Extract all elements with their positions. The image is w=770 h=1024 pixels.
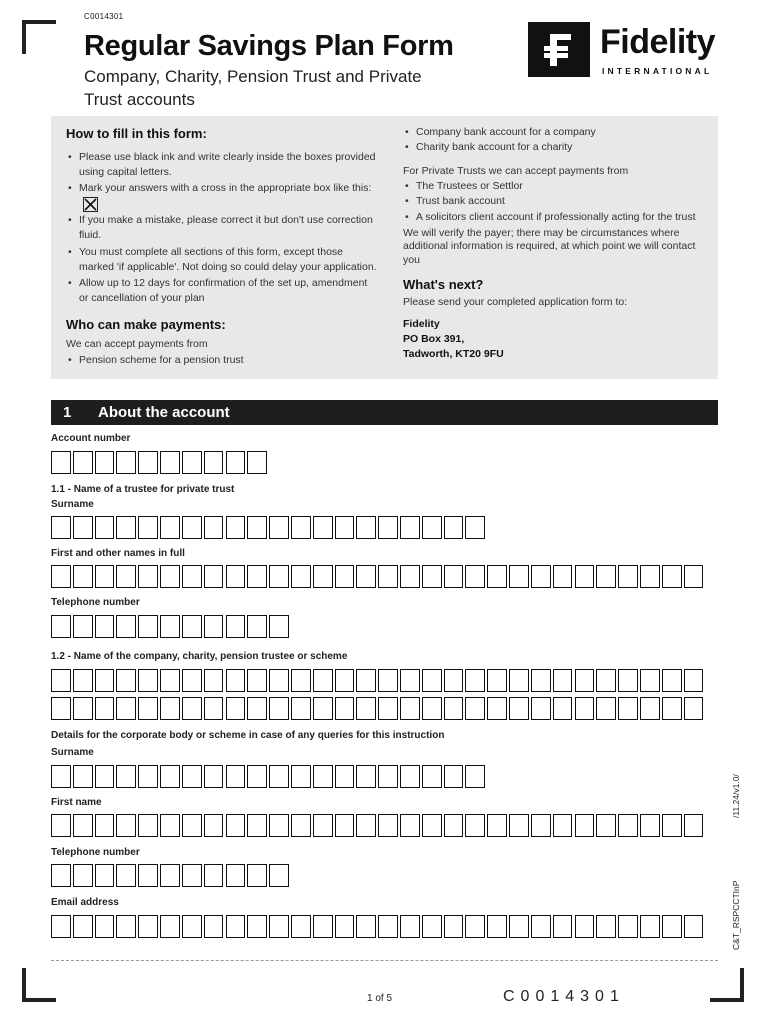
character-box[interactable] — [596, 915, 616, 938]
character-box[interactable] — [51, 516, 71, 539]
character-box[interactable] — [226, 451, 246, 474]
character-box[interactable] — [509, 814, 529, 837]
character-box[interactable] — [95, 565, 115, 588]
character-box[interactable] — [400, 697, 420, 720]
character-box[interactable] — [160, 864, 180, 887]
character-box[interactable] — [335, 915, 355, 938]
character-box[interactable] — [95, 669, 115, 692]
character-box[interactable] — [313, 697, 333, 720]
contact-surname-boxes[interactable] — [51, 765, 487, 788]
character-box[interactable] — [487, 814, 507, 837]
character-box[interactable] — [116, 697, 136, 720]
character-box[interactable] — [684, 915, 704, 938]
character-box[interactable] — [116, 814, 136, 837]
character-box[interactable] — [51, 697, 71, 720]
character-box[interactable] — [138, 615, 158, 638]
character-box[interactable] — [487, 565, 507, 588]
fidelity-f-logo-icon — [528, 22, 590, 77]
address-line: Tadworth, KT20 9FU — [403, 347, 504, 360]
how-to-fill-heading: How to fill in this form: — [66, 126, 207, 141]
character-box[interactable] — [335, 565, 355, 588]
character-box[interactable] — [335, 697, 355, 720]
character-box[interactable] — [378, 765, 398, 788]
character-box[interactable] — [422, 565, 442, 588]
verify-text: We will verify the payer; there may be circumstances where additional information is required, at which point we will contact you — [403, 226, 696, 266]
character-box[interactable] — [73, 697, 93, 720]
character-box[interactable] — [313, 814, 333, 837]
character-box[interactable] — [444, 697, 464, 720]
character-box[interactable] — [618, 565, 638, 588]
list-item: • You must complete all sections of this form, except those marked 'if applicable'. Not doing so could delay your application. — [66, 245, 378, 275]
character-box[interactable] — [73, 765, 93, 788]
character-box[interactable] — [51, 615, 71, 638]
character-box[interactable] — [226, 516, 246, 539]
logo-wordmark: Fidelity — [600, 23, 716, 61]
character-box[interactable] — [182, 615, 202, 638]
character-box[interactable] — [422, 516, 442, 539]
character-box[interactable] — [95, 615, 115, 638]
character-box[interactable] — [444, 565, 464, 588]
character-box[interactable] — [422, 669, 442, 692]
cross-example-icon — [83, 197, 98, 212]
character-box[interactable] — [95, 765, 115, 788]
character-box[interactable] — [73, 864, 93, 887]
character-box[interactable] — [160, 669, 180, 692]
character-box[interactable] — [313, 915, 333, 938]
character-box[interactable] — [269, 765, 289, 788]
character-box[interactable] — [640, 814, 660, 837]
character-box[interactable] — [182, 765, 202, 788]
character-box[interactable] — [596, 814, 616, 837]
character-box[interactable] — [291, 915, 311, 938]
character-box[interactable] — [291, 765, 311, 788]
character-box[interactable] — [465, 516, 485, 539]
character-box[interactable] — [662, 669, 682, 692]
character-box[interactable] — [356, 669, 376, 692]
page-title: Regular Savings Plan Form — [84, 30, 454, 62]
character-box[interactable] — [247, 915, 267, 938]
character-box[interactable] — [73, 814, 93, 837]
character-box[interactable] — [247, 765, 267, 788]
trustee-heading: 1.1 - Name of a trustee for private trust — [51, 484, 235, 495]
character-box[interactable] — [116, 765, 136, 788]
character-box[interactable] — [204, 864, 224, 887]
crop-mark-top-left-h — [22, 20, 56, 24]
character-box[interactable] — [553, 915, 573, 938]
character-box[interactable] — [182, 814, 202, 837]
page-number: 1 of 5 — [367, 993, 393, 1004]
address-line: Fidelity — [403, 317, 440, 330]
character-box[interactable] — [356, 814, 376, 837]
character-box[interactable] — [531, 565, 551, 588]
character-box[interactable] — [160, 451, 180, 474]
character-box[interactable] — [204, 451, 224, 474]
character-box[interactable] — [618, 814, 638, 837]
trustee-telephone-boxes[interactable] — [51, 615, 291, 638]
side-version-code: /11.24/v1.0/ — [731, 774, 741, 818]
section-header — [51, 400, 718, 425]
character-box[interactable] — [487, 669, 507, 692]
character-box[interactable] — [356, 565, 376, 588]
character-box[interactable] — [73, 516, 93, 539]
character-box[interactable] — [422, 697, 442, 720]
trustee-surname-boxes[interactable] — [51, 516, 487, 539]
character-box[interactable] — [553, 565, 573, 588]
account-number-label: Account number — [51, 433, 131, 444]
who-can-pay-intro: We can accept payments from — [66, 338, 208, 351]
character-box[interactable] — [182, 669, 202, 692]
character-box[interactable] — [444, 516, 464, 539]
character-box[interactable] — [465, 669, 485, 692]
character-box[interactable] — [269, 615, 289, 638]
character-box[interactable] — [444, 669, 464, 692]
character-box[interactable] — [553, 814, 573, 837]
character-box[interactable] — [138, 669, 158, 692]
character-box[interactable] — [313, 765, 333, 788]
character-box[interactable] — [400, 516, 420, 539]
character-box[interactable] — [596, 565, 616, 588]
character-box[interactable] — [95, 814, 115, 837]
character-box[interactable] — [465, 697, 485, 720]
character-box[interactable] — [247, 669, 267, 692]
character-box[interactable] — [444, 765, 464, 788]
character-box[interactable] — [204, 765, 224, 788]
character-box[interactable] — [160, 615, 180, 638]
how-to-fill-list — [66, 150, 378, 306]
character-box[interactable] — [51, 915, 71, 938]
character-box[interactable] — [95, 516, 115, 539]
character-box[interactable] — [378, 565, 398, 588]
character-box[interactable] — [509, 915, 529, 938]
character-box[interactable] — [662, 565, 682, 588]
section-title: About the account — [98, 404, 230, 421]
character-box[interactable] — [575, 814, 595, 837]
character-box[interactable] — [116, 915, 136, 938]
character-box[interactable] — [138, 765, 158, 788]
character-box[interactable] — [400, 814, 420, 837]
character-box[interactable] — [138, 814, 158, 837]
list-item: • The Trustees or Settlor — [403, 180, 703, 193]
character-box[interactable] — [640, 669, 660, 692]
character-box[interactable] — [553, 697, 573, 720]
instructions-left-column — [66, 126, 378, 369]
character-box[interactable] — [531, 697, 551, 720]
character-box[interactable] — [182, 516, 202, 539]
character-box[interactable] — [204, 516, 224, 539]
character-box[interactable] — [575, 697, 595, 720]
postal-address — [403, 317, 703, 362]
list-item: • Trust bank account — [403, 195, 703, 208]
character-box[interactable] — [291, 697, 311, 720]
crop-mark-bottom-right — [740, 968, 744, 1002]
private-trust-intro: For Private Trusts we can accept payments from — [403, 164, 629, 177]
character-box[interactable] — [662, 697, 682, 720]
character-box[interactable] — [335, 765, 355, 788]
character-box[interactable] — [269, 915, 289, 938]
character-box[interactable] — [356, 516, 376, 539]
character-box[interactable] — [531, 915, 551, 938]
character-box[interactable] — [378, 516, 398, 539]
contact-first-name-boxes[interactable] — [51, 814, 705, 837]
character-box[interactable] — [160, 765, 180, 788]
first-name-label: First name — [51, 797, 102, 808]
crop-mark-bottom-left-h — [22, 998, 56, 1002]
company-name-boxes-row-1[interactable] — [51, 669, 705, 692]
character-box[interactable] — [51, 565, 71, 588]
character-box[interactable] — [531, 669, 551, 692]
character-box[interactable] — [138, 697, 158, 720]
character-box[interactable] — [226, 697, 246, 720]
character-box[interactable] — [422, 915, 442, 938]
character-box[interactable] — [509, 565, 529, 588]
character-box[interactable] — [182, 697, 202, 720]
character-box[interactable] — [662, 814, 682, 837]
character-box[interactable] — [269, 516, 289, 539]
character-box[interactable] — [73, 451, 93, 474]
character-box[interactable] — [444, 915, 464, 938]
character-box[interactable] — [247, 565, 267, 588]
character-box[interactable] — [226, 814, 246, 837]
telephone-label-2: Telephone number — [51, 847, 140, 858]
character-box[interactable] — [138, 516, 158, 539]
character-box[interactable] — [247, 451, 267, 474]
character-box[interactable] — [116, 615, 136, 638]
character-box[interactable] — [596, 697, 616, 720]
list-item: • A solicitors client account if professionally acting for the trust — [403, 211, 703, 224]
character-box[interactable] — [226, 915, 246, 938]
character-box[interactable] — [444, 814, 464, 837]
list-item: • Pension scheme for a pension trust — [66, 353, 378, 368]
character-box[interactable] — [640, 697, 660, 720]
character-box[interactable] — [73, 565, 93, 588]
character-box[interactable] — [684, 565, 704, 588]
character-box[interactable] — [313, 516, 333, 539]
character-box[interactable] — [291, 516, 311, 539]
character-box[interactable] — [335, 814, 355, 837]
character-box[interactable] — [116, 669, 136, 692]
surname-label-2: Surname — [51, 747, 94, 758]
character-box[interactable] — [422, 814, 442, 837]
footer-divider — [51, 960, 718, 961]
character-box[interactable] — [116, 516, 136, 539]
character-box[interactable] — [51, 864, 71, 887]
character-box[interactable] — [95, 697, 115, 720]
character-box[interactable] — [575, 565, 595, 588]
character-box[interactable] — [138, 864, 158, 887]
first-names-label: First and other names in full — [51, 548, 185, 559]
private-trust-list — [403, 180, 703, 224]
character-box[interactable] — [247, 516, 267, 539]
character-box[interactable] — [618, 669, 638, 692]
who-can-pay-list — [66, 353, 378, 368]
character-box[interactable] — [509, 669, 529, 692]
character-box[interactable] — [400, 765, 420, 788]
character-box[interactable] — [73, 915, 93, 938]
list-item: • Company bank account for a company — [403, 126, 703, 139]
character-box[interactable] — [684, 814, 704, 837]
address-line: PO Box 391, — [403, 332, 465, 345]
character-box[interactable] — [313, 565, 333, 588]
who-can-pay-heading: Who can make payments: — [66, 317, 226, 333]
character-box[interactable] — [269, 864, 289, 887]
character-box[interactable] — [226, 565, 246, 588]
character-box[interactable] — [51, 669, 71, 692]
character-box[interactable] — [356, 915, 376, 938]
contact-telephone-boxes[interactable] — [51, 864, 291, 887]
character-box[interactable] — [247, 864, 267, 887]
side-form-code: C&T_RSPCCTInP — [731, 880, 741, 950]
company-name-boxes-row-2[interactable] — [51, 697, 705, 720]
character-box[interactable] — [226, 864, 246, 887]
character-box[interactable] — [618, 915, 638, 938]
character-box[interactable] — [182, 451, 202, 474]
contact-email-boxes[interactable] — [51, 915, 705, 938]
footer-document-code: C0014301 — [503, 988, 625, 1005]
character-box[interactable] — [226, 765, 246, 788]
logo-subtext: INTERNATIONAL — [602, 66, 713, 76]
character-box[interactable] — [378, 697, 398, 720]
character-box[interactable] — [247, 615, 267, 638]
character-box[interactable] — [160, 814, 180, 837]
trustee-first-names-boxes[interactable] — [51, 565, 705, 588]
character-box[interactable] — [247, 697, 267, 720]
character-box[interactable] — [335, 669, 355, 692]
page-subtitle: Company, Charity, Pension Trust and Private Trust accounts — [84, 67, 422, 109]
character-box[interactable] — [465, 814, 485, 837]
character-box[interactable] — [116, 565, 136, 588]
character-box[interactable] — [378, 814, 398, 837]
character-box[interactable] — [356, 765, 376, 788]
character-box[interactable] — [684, 697, 704, 720]
character-box[interactable] — [226, 669, 246, 692]
email-label: Email address — [51, 897, 119, 908]
character-box[interactable] — [247, 814, 267, 837]
character-box[interactable] — [51, 765, 71, 788]
character-box[interactable] — [182, 864, 202, 887]
list-item: • Please use black ink and write clearly inside the boxes provided using capital letters. — [66, 150, 378, 180]
character-box[interactable] — [204, 615, 224, 638]
list-item: • Allow up to 12 days for confirmation of the set up, amendment or cancellation of your plan — [66, 276, 378, 306]
character-box[interactable] — [204, 565, 224, 588]
character-box[interactable] — [335, 516, 355, 539]
section-number: 1 — [63, 404, 72, 421]
account-number-boxes[interactable] — [51, 451, 269, 474]
character-box[interactable] — [509, 697, 529, 720]
character-box[interactable] — [662, 915, 682, 938]
character-box[interactable] — [116, 451, 136, 474]
character-box[interactable] — [575, 669, 595, 692]
corporate-details-heading: Details for the corporate body or scheme in case of any queries for this instruction — [51, 730, 445, 741]
telephone-label: Telephone number — [51, 597, 140, 608]
character-box[interactable] — [226, 615, 246, 638]
character-box[interactable] — [269, 669, 289, 692]
fidelity-logo — [528, 22, 728, 78]
character-box[interactable] — [51, 451, 71, 474]
character-box[interactable] — [160, 565, 180, 588]
character-box[interactable] — [575, 915, 595, 938]
character-box[interactable] — [73, 615, 93, 638]
character-box[interactable] — [204, 669, 224, 692]
character-box[interactable] — [291, 814, 311, 837]
instructions-panel — [51, 116, 718, 379]
crop-mark-top-left — [22, 20, 26, 54]
document-code: C0014301 — [84, 12, 124, 21]
character-box[interactable] — [487, 915, 507, 938]
character-box[interactable] — [269, 814, 289, 837]
character-box[interactable] — [182, 915, 202, 938]
character-box[interactable] — [160, 516, 180, 539]
character-box[interactable] — [378, 915, 398, 938]
list-item: • If you make a mistake, please correct it but don't use correction fluid. — [66, 213, 378, 243]
payer-list — [403, 126, 703, 155]
character-box[interactable] — [269, 565, 289, 588]
character-box[interactable] — [95, 864, 115, 887]
crop-mark-bottom-left — [22, 968, 26, 1002]
character-box[interactable] — [116, 864, 136, 887]
character-box[interactable] — [291, 669, 311, 692]
character-box[interactable] — [204, 915, 224, 938]
character-box[interactable] — [95, 451, 115, 474]
character-box[interactable] — [182, 565, 202, 588]
character-box[interactable] — [160, 915, 180, 938]
surname-label: Surname — [51, 499, 94, 510]
list-item — [66, 181, 378, 212]
character-box[interactable] — [95, 915, 115, 938]
character-box[interactable] — [138, 915, 158, 938]
character-box[interactable] — [465, 915, 485, 938]
whats-next-heading: What's next? — [403, 277, 484, 293]
list-item-text: Mark your answers with a cross in the appropriate box like this: — [79, 182, 372, 195]
crop-mark-bottom-right-h — [710, 998, 744, 1002]
character-box[interactable] — [400, 669, 420, 692]
character-box[interactable] — [51, 814, 71, 837]
character-box[interactable] — [487, 697, 507, 720]
character-box[interactable] — [400, 915, 420, 938]
character-box[interactable] — [291, 565, 311, 588]
character-box[interactable] — [465, 565, 485, 588]
character-box[interactable] — [465, 765, 485, 788]
character-box[interactable] — [356, 697, 376, 720]
character-box[interactable] — [73, 669, 93, 692]
character-box[interactable] — [204, 697, 224, 720]
instructions-right-column — [403, 126, 703, 362]
character-box[interactable] — [138, 565, 158, 588]
company-heading: 1.2 - Name of the company, charity, pension trustee or scheme — [51, 651, 348, 662]
character-box[interactable] — [553, 669, 573, 692]
character-box[interactable] — [422, 765, 442, 788]
character-box[interactable] — [400, 565, 420, 588]
list-item: • Charity bank account for a charity — [403, 141, 703, 154]
character-box[interactable] — [531, 814, 551, 837]
character-box[interactable] — [313, 669, 333, 692]
character-box[interactable] — [269, 697, 289, 720]
character-box[interactable] — [204, 814, 224, 837]
character-box[interactable] — [378, 669, 398, 692]
character-box[interactable] — [640, 565, 660, 588]
character-box[interactable] — [618, 697, 638, 720]
character-box[interactable] — [684, 669, 704, 692]
character-box[interactable] — [160, 697, 180, 720]
character-box[interactable] — [640, 915, 660, 938]
whats-next-text: Please send your completed application form to: — [403, 296, 628, 309]
character-box[interactable] — [138, 451, 158, 474]
character-box[interactable] — [596, 669, 616, 692]
